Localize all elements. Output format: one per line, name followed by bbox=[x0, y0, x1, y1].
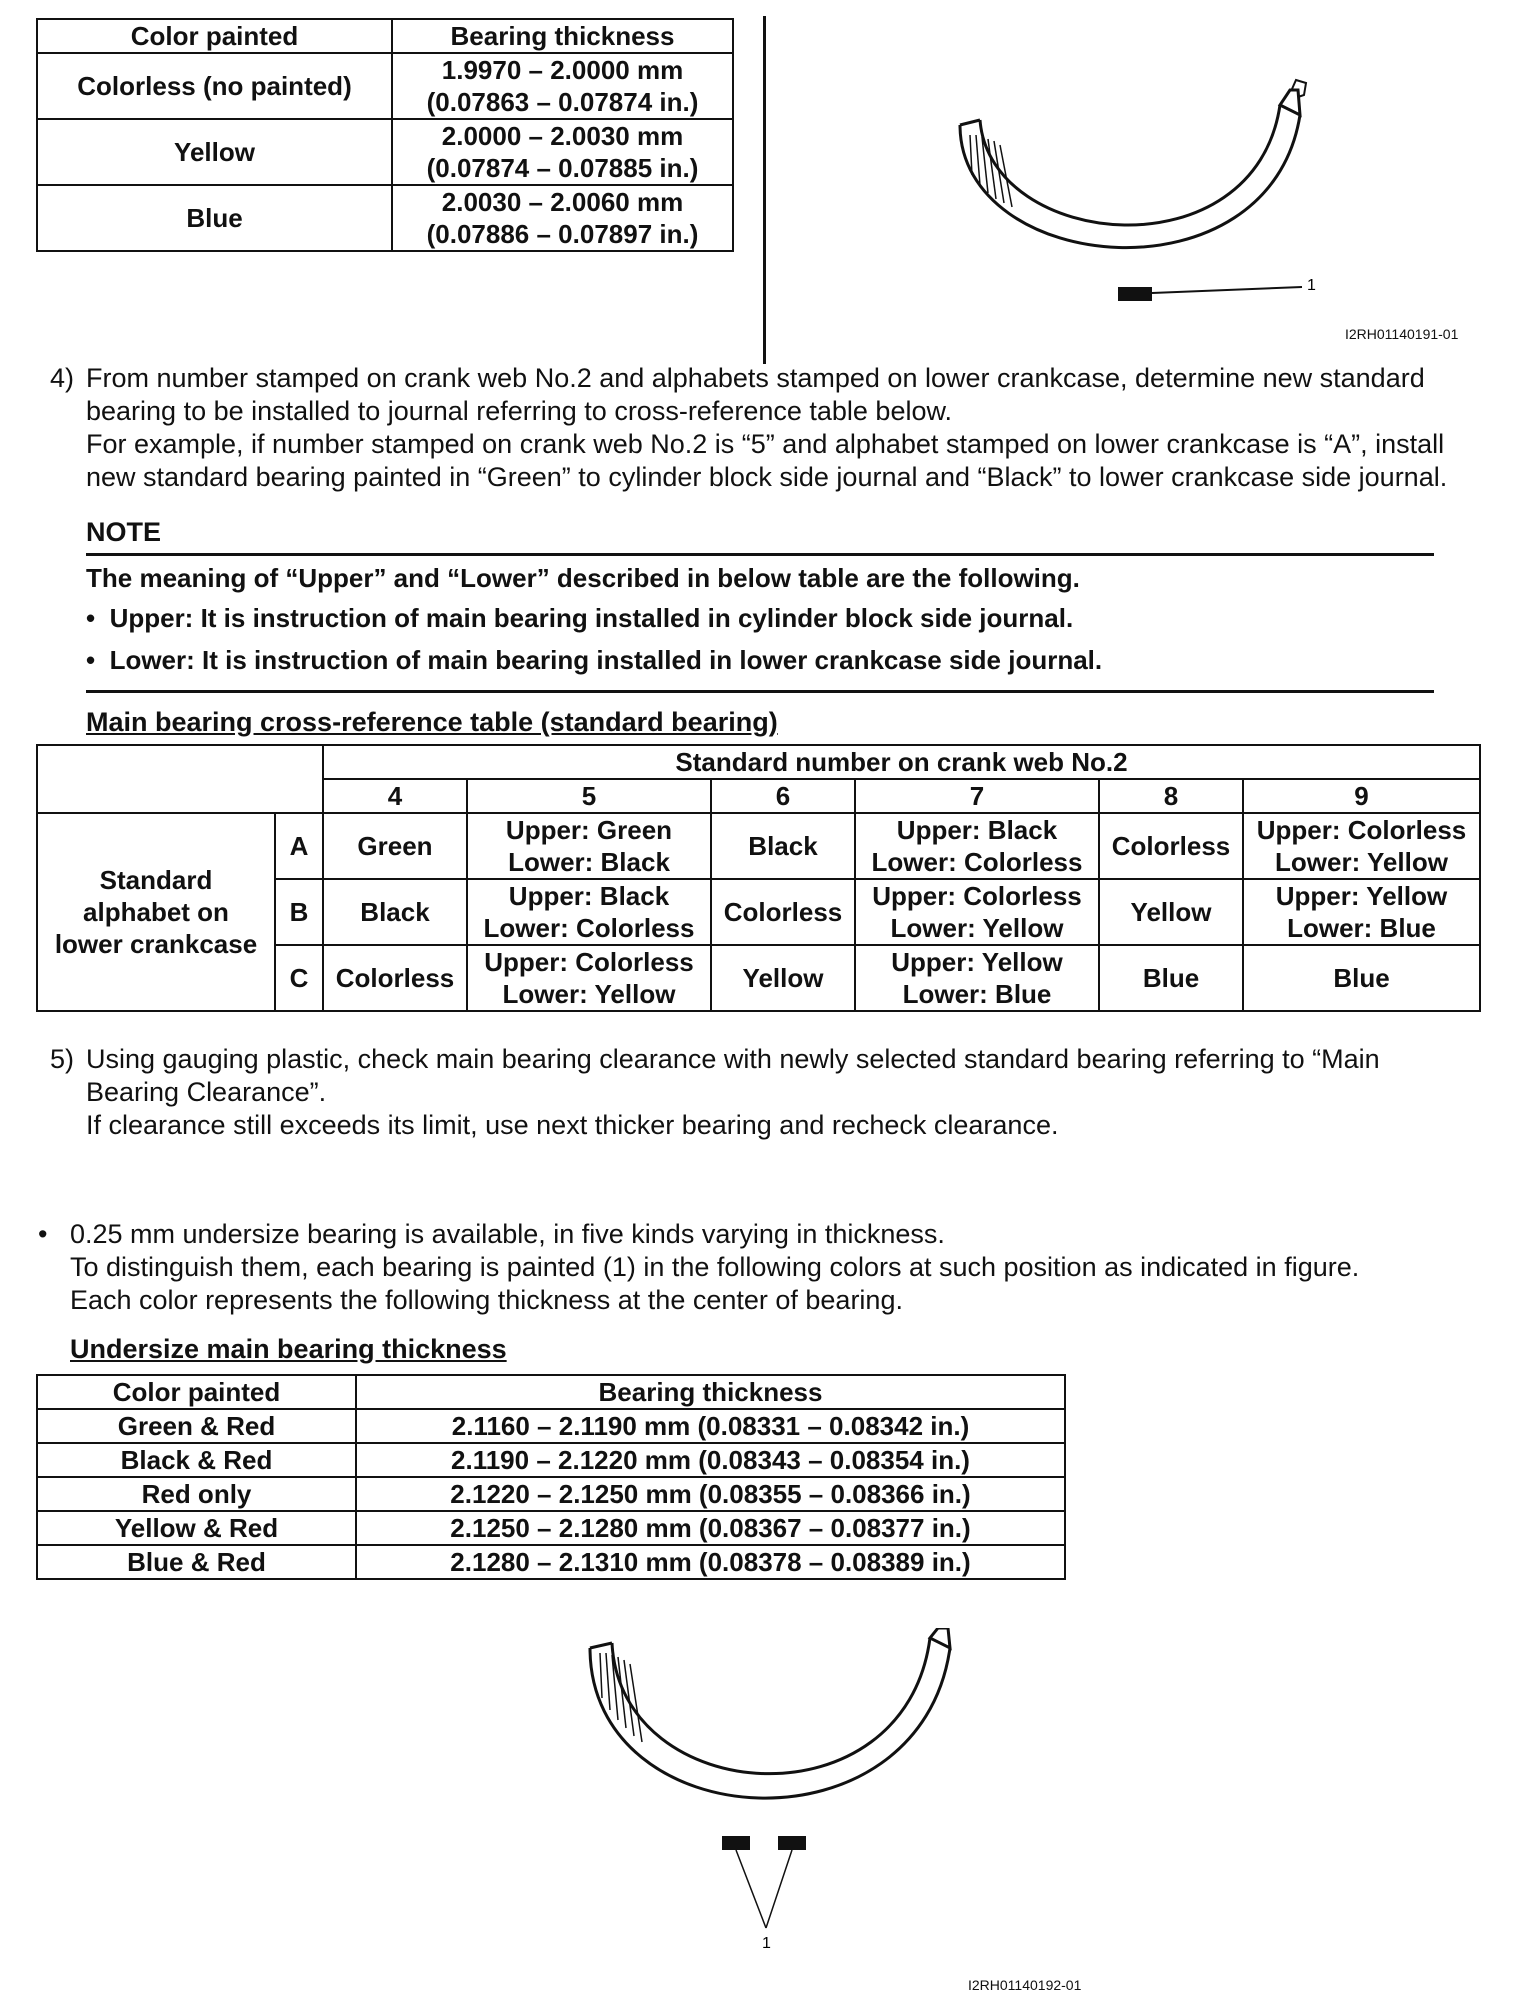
column-header: 9 bbox=[1243, 779, 1480, 813]
cross-reference-table bbox=[36, 744, 1481, 1012]
row-thickness: 2.0030 – 2.0060 mm (0.07886 – 0.07897 in.) bbox=[392, 185, 733, 251]
row-letter: A bbox=[275, 813, 323, 879]
row-color: Yellow bbox=[37, 119, 392, 185]
row-letter: C bbox=[275, 945, 323, 1011]
row-thickness: 2.1160 – 2.1190 mm (0.08331 – 0.08342 in.) bbox=[356, 1409, 1065, 1443]
column-group-header: Standard number on crank web No.2 bbox=[323, 745, 1480, 779]
table-cell: Upper: Black Lower: Colorless bbox=[855, 813, 1099, 879]
table-cell: Blue bbox=[1099, 945, 1243, 1011]
row-letter: B bbox=[275, 879, 323, 945]
column-header: 4 bbox=[323, 779, 467, 813]
table-cell: Upper: Colorless Lower: Yellow bbox=[855, 879, 1099, 945]
note-title: NOTE bbox=[86, 517, 162, 547]
table-cell: Upper: Green Lower: Black bbox=[467, 813, 711, 879]
table-cell: Blue bbox=[1243, 945, 1480, 1011]
row-color: Blue & Red bbox=[37, 1545, 356, 1579]
undersize-thickness-table bbox=[36, 1374, 1066, 1580]
table-cell: Yellow bbox=[711, 945, 855, 1011]
header-color: Color painted bbox=[37, 19, 392, 53]
row-color: Blue bbox=[37, 185, 392, 251]
row-thickness: 2.1250 – 2.1280 mm (0.08367 – 0.08377 in.) bbox=[356, 1511, 1065, 1545]
figure-label: 1 bbox=[762, 1935, 771, 1952]
figure-code: I2RH01140191-01 bbox=[1345, 326, 1459, 342]
note-bullet: • Lower: It is instruction of main bearing installed in lower crankcase side journal. bbox=[86, 645, 1103, 675]
row-color: Black & Red bbox=[37, 1443, 356, 1477]
row-thickness: 2.1190 – 2.1220 mm (0.08343 – 0.08354 in.) bbox=[356, 1443, 1065, 1477]
row-color: Colorless (no painted) bbox=[37, 53, 392, 119]
row-color: Red only bbox=[37, 1477, 356, 1511]
table-cell: Black bbox=[711, 813, 855, 879]
table-cell: Colorless bbox=[711, 879, 855, 945]
step4-text: From number stamped on crank web No.2 and alphabets stamped on lower crankcase, determine new standard bearing to be installed to journal referring to cross-reference table below. For example, if number stamped on crank web No.2 is “5” and alphabet stamped on lower crankcase is “A”, install new standard bearing painted in “Green” to cylinder block side journal and “Black” to lower crankcase side journal. bbox=[86, 363, 1448, 492]
figure-label: 1 bbox=[1307, 277, 1316, 294]
step-number: 4) bbox=[50, 363, 75, 393]
cross-table-title: Main bearing cross-reference table (standard bearing) bbox=[86, 707, 778, 737]
table-cell: Upper: Colorless Lower: Yellow bbox=[1243, 813, 1480, 879]
column-header: 7 bbox=[855, 779, 1099, 813]
table-cell: Upper: Black Lower: Colorless bbox=[467, 879, 711, 945]
row-color: Green & Red bbox=[37, 1409, 356, 1443]
step-number: 5) bbox=[50, 1044, 75, 1074]
bearing-figure-1 bbox=[940, 75, 1360, 315]
column-header: 5 bbox=[467, 779, 711, 813]
header-thickness: Bearing thickness bbox=[392, 19, 733, 53]
row-color: Yellow & Red bbox=[37, 1511, 356, 1545]
note-rule-top bbox=[86, 553, 1434, 556]
bearing-figure-2 bbox=[570, 1628, 970, 1968]
table-cell: Green bbox=[323, 813, 467, 879]
table-cell: Upper: Yellow Lower: Blue bbox=[855, 945, 1099, 1011]
row-thickness: 2.1220 – 2.1250 mm (0.08355 – 0.08366 in.) bbox=[356, 1477, 1065, 1511]
header-color: Color painted bbox=[37, 1375, 356, 1409]
column-header: 8 bbox=[1099, 779, 1243, 813]
vertical-divider bbox=[763, 16, 766, 364]
step5-text: Using gauging plastic, check main bearing clearance with newly selected standard bearing referring to “Main Bearing Clearance”. If clearance still exceeds its limit, use next thicker bearing and recheck clearance. bbox=[86, 1044, 1380, 1140]
row-thickness: 2.1280 – 2.1310 mm (0.08378 – 0.08389 in.) bbox=[356, 1545, 1065, 1579]
column-header: 6 bbox=[711, 779, 855, 813]
table-cell: Upper: Colorless Lower: Yellow bbox=[467, 945, 711, 1011]
table-cell: Colorless bbox=[1099, 813, 1243, 879]
header-thickness: Bearing thickness bbox=[356, 1375, 1065, 1409]
undersize-text: 0.25 mm undersize bearing is available, in five kinds varying in thickness. To distinguish them, each bearing is painted (1) in the following colors at such position as indicated in figure. Each color represents the following thickness at the center of bearing. bbox=[70, 1219, 1360, 1315]
note-rule-bottom bbox=[86, 690, 1434, 693]
paint-mark bbox=[722, 1836, 750, 1850]
paint-mark bbox=[778, 1836, 806, 1850]
row-thickness: 1.9970 – 2.0000 mm (0.07863 – 0.07874 in.) bbox=[392, 53, 733, 119]
table-cell: Upper: Yellow Lower: Blue bbox=[1243, 879, 1480, 945]
paint-mark bbox=[1118, 287, 1152, 301]
bullet-mark: • bbox=[38, 1219, 48, 1249]
row-group-header: Standard alphabet on lower crankcase bbox=[37, 813, 275, 1011]
table-cell: Black bbox=[323, 879, 467, 945]
undersize-table-title: Undersize main bearing thickness bbox=[70, 1334, 507, 1364]
row-thickness: 2.0000 – 2.0030 mm (0.07874 – 0.07885 in.) bbox=[392, 119, 733, 185]
note-bullet: • Upper: It is instruction of main bearing installed in cylinder block side journal. bbox=[86, 603, 1074, 633]
note-intro: The meaning of “Upper” and “Lower” described in below table are the following. bbox=[86, 563, 1080, 593]
figure-code: I2RH01140192-01 bbox=[968, 1977, 1082, 1993]
bearing-thickness-table bbox=[36, 18, 734, 252]
corner-cell bbox=[37, 745, 323, 813]
table-cell: Yellow bbox=[1099, 879, 1243, 945]
table-cell: Colorless bbox=[323, 945, 467, 1011]
